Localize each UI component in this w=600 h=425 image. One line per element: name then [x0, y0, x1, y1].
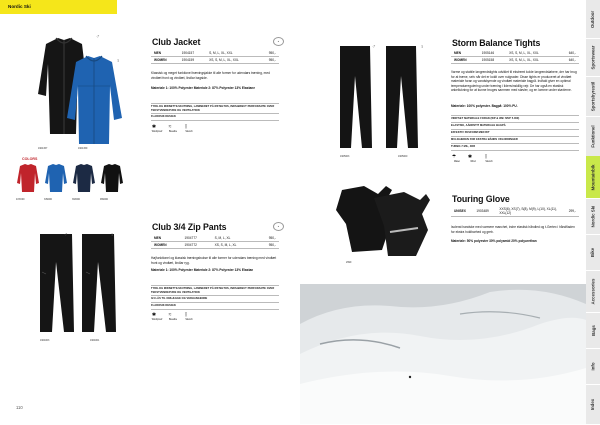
male-symbol-icon: ♂ — [96, 34, 101, 40]
club-jacket-description: Klassisk og meget funktionel træningsjakke til alle former for udendørs træning, med vindtæt front og vindtæt, lindlar bagside. — [151, 71, 270, 80]
divider — [151, 309, 279, 310]
zip-pants-specs — [151, 235, 279, 249]
section-tag-label: Nordic Ski — [8, 4, 31, 9]
tab-bags[interactable] — [586, 312, 600, 349]
feature-wind: ✱ Wind — [467, 154, 476, 163]
zip-pants-description: Højfunktionel og klassisk træningsbukse til alle former for udendørs træning med vindtæt front og vindtæt, lindlar ryg. — [151, 256, 277, 265]
image-caption: 1904001 — [90, 339, 100, 342]
colors-heading: COLORS — [22, 157, 38, 161]
club-jacket-note: TYDE-OG MIDNETTILSKUTNING, LAMINERET PÅ ØSTBLTOS, INDSÆRBUT PERFORANTE OVER TEKSTVENDEPUDE OG VENTILATION — [151, 105, 275, 112]
tab-label: Sportswear — [590, 45, 596, 69]
storm-tights-title: Storm Balance Tights — [452, 38, 541, 48]
category-sidebar — [586, 0, 600, 424]
storm-tights-description: Varme og stabile langrendstights udviklet til ekstremt kolde langrendsløbere, der har brug for at træne, selv når det er koldt over nulgrader. Disse tights er produceret af vindtæt materiale foran og vandskyende og vindtæt materiale bagpå. Indfald giver en optimal temperaturregulering under træning i lidenvinskillig vejr. De har også en elastisk ankellukning for at kunne bruges sammen med støvler, og en lomme under støvlerne. — [451, 70, 577, 93]
tab-label: Accessories — [590, 278, 596, 304]
zip-pants-note: 3/4 LÅS TIL OMLÆGGE OG VEDHANGENDE — [151, 297, 208, 300]
club-jacket-note: FLADOSIK DESIGN — [151, 115, 176, 118]
zip-pants-note: FLADOSIK DESIGN — [151, 304, 176, 307]
storm-tights-note: ELASTISK, AÅNDSTIT MATERIALE BAGPÅ — [451, 124, 506, 127]
spec-row: MEN 1904157 S, M, L, XL, XXL 950,- — [151, 50, 279, 57]
feature-breathe: ≈ Breathe — [166, 124, 180, 133]
spec-row: UNISEX 1903489 XXS(6), XS(7), S(8), M(9), L(10), XL(11), XXL(12) 299,- — [451, 206, 579, 217]
color-swatch: 999000 — [100, 163, 124, 201]
swatch-jacket-image — [100, 163, 124, 193]
image-caption: 1905000 — [398, 155, 408, 158]
stretch-icon: ᛝ — [184, 312, 188, 318]
storm-tights-specs — [451, 50, 579, 64]
spec-row: MEN 1904777 S, M, L, XL 950,- — [151, 235, 279, 242]
windproof-icon: ✱ — [151, 312, 157, 318]
image-caption: 1904003 — [40, 339, 50, 342]
image-caption: 2999 — [346, 261, 352, 264]
male-symbol-icon: ♂ — [372, 44, 377, 50]
storm-tights-image — [336, 44, 424, 152]
image-caption: 1905003 — [340, 155, 350, 158]
touring-glove-image — [334, 180, 430, 258]
tab-label: Sportsbyrestil — [590, 81, 596, 111]
image-caption: 1904159 — [78, 147, 88, 150]
divider — [151, 285, 279, 286]
tab-label: Bags — [590, 324, 596, 336]
touring-glove-specs — [451, 206, 579, 217]
snow-landscape-photo — [300, 284, 586, 424]
feature-stretch: ᛝ Stretch — [482, 154, 496, 163]
storm-tights-note: VINDTÆT MATERIALE FORAN (WP & WB: MVP 5.000) — [451, 117, 520, 120]
tab-mountainbik[interactable] — [586, 156, 600, 199]
tab-sportswear[interactable] — [586, 38, 600, 77]
female-symbol-icon: ♀ — [110, 232, 115, 238]
tab-nordic-ski[interactable] — [586, 198, 600, 235]
divider — [451, 115, 579, 116]
club-jacket-materials: Materiale 1: 100% Polyester Materiale 2: 87% Polyester 13% Elastane — [151, 86, 256, 90]
divider — [151, 103, 279, 104]
zip-pants-materials: Materiale 1: 100% Polyester Materiale 2: 87% Polyester 13% Elastan — [151, 268, 254, 272]
zip-pants-image — [36, 232, 122, 336]
tab-label: Nordic Ski — [590, 205, 596, 227]
touring-glove-description: Isolerat handske med varmere manchet, indre elastisk håndled og t-Gertex i håndfladen for ekstra holdbarhed og greb. — [451, 225, 575, 234]
divider — [151, 302, 279, 303]
feature-windproof: ✱ Windproof — [151, 124, 163, 133]
spec-row: MEN 1905146 XS, S, M, L, XL, XXL 640,- — [451, 50, 579, 57]
tab-funktionel[interactable] — [586, 116, 600, 157]
color-swatch: 339000 — [44, 163, 68, 201]
tab-accessories[interactable] — [586, 270, 600, 313]
tab-outdoor[interactable] — [586, 0, 600, 39]
tab-label: Mountainbik — [590, 164, 596, 190]
tab-label: Info — [590, 361, 596, 371]
stretch-icon: ᛝ — [484, 154, 488, 160]
tab-index[interactable] — [586, 384, 600, 425]
breathable-icon: ≈ — [168, 124, 172, 130]
divider — [451, 150, 579, 151]
club-jacket-feature-icons — [150, 124, 196, 133]
feature-water: ☂ Water — [451, 154, 461, 163]
female-symbol-icon: ♀ — [116, 58, 121, 64]
tab-label: Index — [590, 398, 596, 410]
club-jacket-image — [36, 34, 130, 146]
storm-tights-note: TURBO-7 MIL, 4DR — [451, 145, 476, 148]
color-swatch: 393000 — [72, 163, 96, 201]
page-number: 110 — [16, 405, 23, 410]
tab-label: Bike — [590, 247, 596, 257]
divider — [451, 136, 579, 137]
tab-sportsbyrestil[interactable] — [586, 76, 600, 117]
color-swatch: 4XX000 — [16, 163, 40, 201]
tab-bike[interactable] — [586, 234, 600, 271]
tab-label: Funktionel — [590, 124, 596, 148]
windproof-icon: ✱ — [467, 154, 473, 160]
storm-tights-note: MULIGHEDEN FOR EKSTRA BÅNDS UDLODNINGER — [451, 138, 518, 141]
feature-breathe: ≈ Breathe — [166, 312, 180, 321]
feature-stretch: ᛝ Stretch — [182, 124, 196, 133]
divider — [451, 122, 579, 123]
eco-badge-icon: ● — [273, 37, 284, 46]
zip-pants-title: Club 3/4 Zip Pants — [152, 222, 227, 232]
swatch-jacket-image — [72, 163, 96, 193]
breathable-icon: ≈ — [168, 312, 172, 318]
touring-glove-materials: Materiale: 50% polyester 30% polyamid 20% polyurethan — [451, 239, 537, 243]
image-caption: 1904157 — [38, 147, 48, 150]
divider — [151, 295, 279, 296]
divider — [151, 113, 279, 114]
eco-badge-icon: ● — [273, 222, 284, 231]
feature-windproof: ✱ Windproof — [151, 312, 163, 321]
spec-row: WOMEN 1904772 XS, S, M, L, XL 950,- — [151, 242, 279, 249]
male-symbol-icon: ♂ — [64, 232, 69, 238]
female-symbol-icon: ♀ — [420, 44, 425, 50]
storm-tights-materials: Materiale: 100% polyester. Bagpå: 100% PU. — [451, 104, 518, 108]
zip-pants-feature-icons — [150, 312, 196, 321]
tab-info[interactable] — [586, 348, 600, 385]
swatch-jacket-image — [44, 163, 68, 193]
stretch-icon: ᛝ — [184, 124, 188, 130]
divider — [151, 120, 279, 121]
swatch-jacket-image — [16, 163, 40, 193]
divider — [451, 129, 579, 130]
spec-row: WOMEN 1904159 XS, S, M, L, XL, XXL 950,- — [151, 57, 279, 64]
club-jacket-title: Club Jacket — [152, 37, 201, 47]
touring-glove-title: Touring Glove — [452, 194, 510, 204]
color-swatches — [16, 163, 124, 201]
zip-pants-note: TYDE-OG MIDNETTILSKUTNING, LAMINERET PÅ ØSTBLTOS, INDSÆRBUT PERFORANTE OVER TEKSTVENDEPUDE OG VENTILATION — [151, 287, 275, 294]
umbrella-icon: ☂ — [451, 154, 457, 160]
storm-tights-feature-icons — [450, 154, 496, 163]
storm-tights-note: EFFEKTIV PASFORM MED RIT — [451, 131, 490, 134]
spec-row: WOMEN 1905158 XS, S, M, L, XL, XXL 640,- — [451, 57, 579, 64]
section-tag — [0, 0, 117, 14]
skier-figure — [409, 376, 411, 378]
windproof-icon: ✱ — [151, 124, 157, 130]
feature-stretch: ᛝ Stretch — [182, 312, 196, 321]
tab-label: Outdoor — [590, 10, 596, 28]
club-jacket-specs — [151, 50, 279, 64]
divider — [451, 143, 579, 144]
